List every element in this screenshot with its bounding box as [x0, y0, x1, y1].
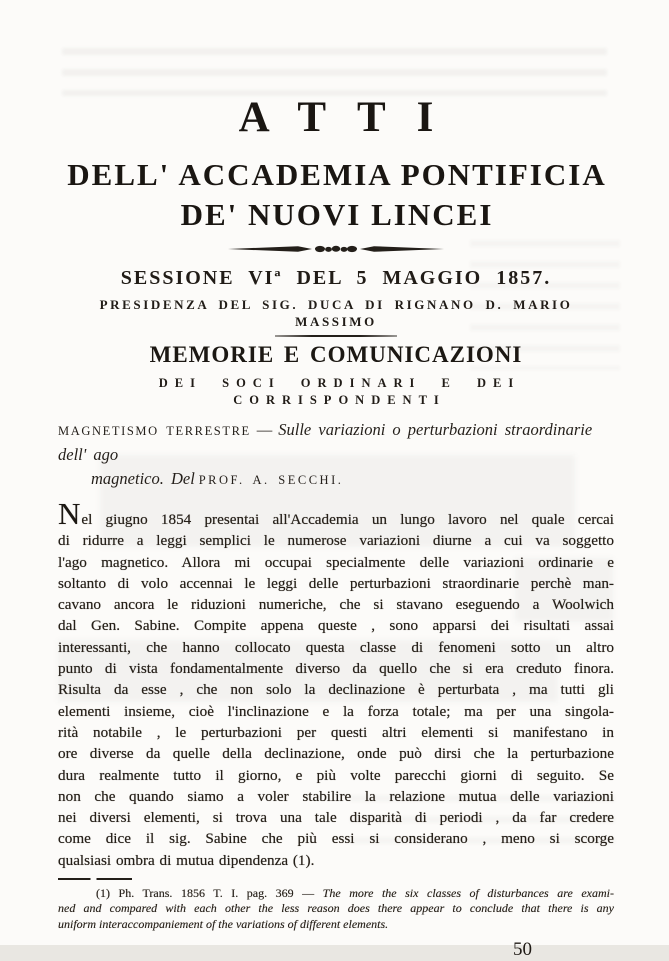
journal-subtitle-line1: DELL' ACCADEMIA PONTIFICIA [67, 157, 607, 192]
section-subtitle: DEI SOCI ORDINARI E DEI CORRISPONDENTI [158, 376, 521, 407]
session-heading: SESSIONE VIª DEL 5 MAGGIO 1857. [120, 267, 552, 289]
body-line: l'ago magnetico. Allora mi occupai specialmente delle variazioni ordinarie e [58, 553, 614, 571]
body-line-text: el giugno 1854 presentai all'Accademia un lungo lavoro nel quale cercai [81, 511, 614, 528]
body-line: soltanto di volo accennai le leggi delle perturbazioni straordinarie perchè man- [58, 574, 614, 592]
body-line: dal Gen. Sabine. Compite appena queste , sono apparsi dei risultati assai [58, 617, 614, 635]
memoir-dash: — [256, 422, 273, 439]
footnote-quote: The more the six classes of disturbances are exami- [322, 886, 614, 901]
body-line: Risulta da esse , che non solo la declinazione è perturbata , ma tutti gli [58, 681, 614, 699]
body-line: dura realmente tutto il giorno, e più volte parecchi giorni di seguito. Se [58, 766, 614, 784]
body-line: nei diversi elementi, si trova una tale disparità di periodi , da far credere [58, 809, 614, 827]
memoir-heading-line1 [58, 418, 614, 467]
footnote [58, 886, 614, 932]
body-line: punto di vista fondamentalmente diverso da quello che si era creduto finora. [58, 660, 614, 678]
footnote-line: ned and compared with each other the less reason does there appear to conclude that there is any [58, 901, 614, 916]
section-title: MEMORIE E COMUNICAZIONI [149, 342, 523, 367]
memoir-author: PROF. A. SECCHI. [198, 473, 344, 487]
ornament-divider [228, 242, 444, 256]
footnote-line: uniform interaccompaniement of the variations of different elements. [58, 916, 389, 931]
body-line: rità notabile , le perturbazioni per questi altri elementi si manifestano in [58, 723, 614, 741]
body-line: ore diverse da quelle della declinazione, onde può dirsi che la perturbazione [58, 745, 614, 763]
body-line: come dice il sig. Sabine che più essi si considerano , meno si scorge [58, 830, 614, 848]
body-line: cavano ancora le riduzioni numeriche, che si stavano eseguendo a Woolwich [58, 596, 614, 614]
body-line: di ridurre a leggi semplici le numerose variazioni diurne a cui va soggetto [58, 532, 614, 550]
body-line: interessanti, che hanno collocato questa classe di fenomeni sotto un altro [58, 638, 614, 656]
section-rule [275, 335, 397, 337]
memoir-heading-line2 [58, 467, 614, 492]
body-line: elementi insieme, cioè l'inclinazione e la forza totale; ma per una singola- [58, 702, 614, 720]
body-line: non che quando siamo a voler stabilire la relazione mutua delle variazioni [58, 787, 614, 805]
page-number: 50 [513, 938, 532, 960]
memoir-heading [58, 418, 614, 492]
footnote-ref: (1) Ph. Trans. 1856 T. I. pag. 369 — [96, 886, 315, 901]
drop-cap: N [58, 496, 82, 531]
footnote-rule [58, 878, 132, 880]
memoir-topic: MAGNETISMO TERRESTRE [58, 424, 251, 438]
page-header [58, 94, 614, 409]
journal-title: ATTI [238, 94, 465, 141]
journal-subtitle-line2: DE' NUOVI LINCEI [180, 197, 494, 232]
footnote-line [58, 886, 614, 901]
memoir-title: Sulle variazioni o perturbazioni straordinarie dell' ago [58, 420, 593, 464]
body-line [58, 496, 614, 531]
presidency-line: PRESIDENZA DEL SIG. DUCA DI RIGNANO D. MARIO MASSIMO [99, 297, 573, 329]
memoir-title-continued: magnetico. Del [91, 469, 195, 488]
bleedthrough-artifact [62, 48, 607, 96]
body-line: qualsiasi ombra di mutua dipendenza (1). [58, 851, 315, 869]
article-body [58, 496, 614, 871]
